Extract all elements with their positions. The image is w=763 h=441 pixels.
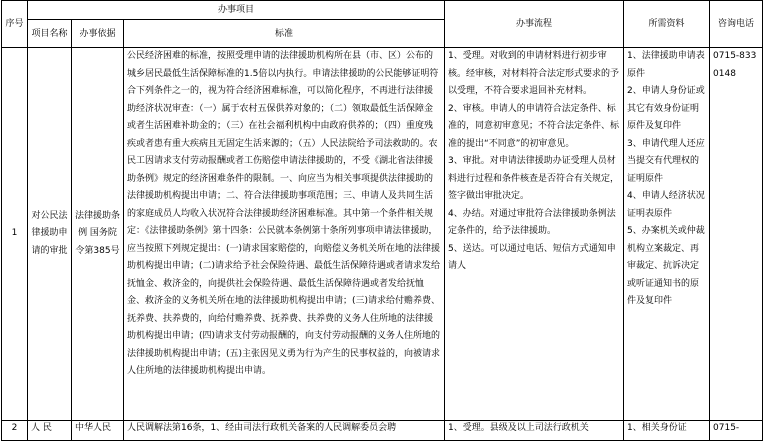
row-phone: 0715-	[710, 421, 763, 441]
row-process: 1、受理。县级及以上司法行政机关	[445, 421, 624, 441]
header-standard: 标准	[124, 20, 445, 48]
material-item: 1、法律援助申请表原件	[627, 51, 705, 79]
header-materials: 所需资料	[624, 1, 710, 48]
row-seq: 2	[2, 421, 28, 441]
row-process	[445, 48, 624, 421]
process-step: 5、送达。可以通过电话、短信方式通知申请人	[448, 243, 616, 271]
material-item: 2、申请人身份证或其它有效身份证明原件及复印件	[627, 86, 705, 131]
header-name: 项目名称	[28, 20, 72, 48]
header-process: 办事流程	[445, 1, 624, 48]
table-row	[2, 48, 763, 421]
process-step: 2、审核。申请人的申请符合法定条件、标准的，同意初审意见；不符合法定条件、标准的提出“不同意”的初审意见。	[448, 103, 620, 149]
row-phone: 0715-8330148	[710, 48, 763, 421]
row-standard: 人民调解法第16条，1、经由司法行政机关备案的人民调解委员会聘	[124, 421, 445, 441]
process-step: 3、审批。对申请法律援助办证受理人员材料进行过程和条件核查是否符合有关规定，签字做出审批决定。	[448, 156, 620, 201]
row-materials: 1、相关身份证	[624, 421, 710, 441]
row-standard: 公民经济困难的标准，按照受理申请的法律援助机构所在县（市、区）公布的城乡居民最低生活保障标准的1.5倍以内执行。申请法律援助的公民能够证明符合下列条件之一的，视为符合经济困难标准，可以简化程序，不再进行法律援助经济状况审查：（一）属于农村五保供养对象的；（二）领取最低生活保障金或者生活困难补助金的；（三）在社会福利机构中由政府供养的；（四）重度残疾或者患有重大疾病且无固定生活来源的；（五）人民法院给予司法救助的。农民工因请求支付劳动报酬或者工伤赔偿申请法律援助的，不受《湖北省法律援助条例》规定的经济困难条件的限制。一、向应当为相关事项提供法律援助的法律援助机构提出申请；二、符合法律援助事项范围；三、申请人及共同生活的家庭成员人均收入状况符合法律援助经济困难标准。其中第一个条件相关规定：《法律援助条例》第十四条：公民就本条例第十条所列事项申请法律援助，应当按照下列规定提出：(一)请求国家赔偿的，向赔偿义务机关所在地的法律援助机构提出申请；(二)请求给予社会保险待遇、最低生活保障待遇或者请求发给抚恤金、救济金的，向提供社会保险待遇、最低生活保障待遇或者发给抚恤金、救济金的义务机关所在地的法律援助机构提出申请；(三)请求给付赡养费、抚养费、扶养费的，向给付赡养费、抚养费、扶养费的义务人住所地的法律援助机构提出申请；(四)请求支付劳动报酬的，向支付劳动报酬的义务人住所地的法律援助机构提出申请；(五)主张因见义勇为行为产生的民事权益的，向被请求人住所地的法律援助机构提出申请。	[124, 48, 445, 421]
material-item: 4、申请人经济状况证明表原件	[627, 191, 705, 219]
material-item: 5、办案机关或仲裁机构立案裁定、再审裁定、抗诉决定或听证通知书的原件及复印件	[627, 226, 705, 306]
process-step: 1、受理。对收到的申请材料进行初步审核。经审核，对材料符合法定形式要求的予以受理，不符合要求退回补充材料。	[448, 51, 620, 96]
row-name: 对公民法律援助申请的审批	[28, 48, 72, 421]
process-step: 4、办结。对通过审批符合法律援助条例法定条件的，给予法律援助。	[448, 208, 616, 236]
row-basis: 法律援助条例 国务院令第385号	[72, 48, 124, 421]
row-basis: 中华人民	[72, 421, 124, 441]
header-basis: 办事依据	[72, 20, 124, 48]
header-matter-group: 办事项目	[28, 1, 445, 20]
header-seq: 序号	[2, 1, 28, 48]
row-name: 人 民	[28, 421, 72, 441]
affairs-table	[1, 0, 763, 441]
row-seq: 1	[2, 48, 28, 421]
row-materials	[624, 48, 710, 421]
material-item: 3、申请代理人还应当提交有代理权的证明原件	[627, 138, 705, 184]
header-phone: 咨询电话	[710, 1, 763, 48]
table-row	[2, 421, 763, 441]
